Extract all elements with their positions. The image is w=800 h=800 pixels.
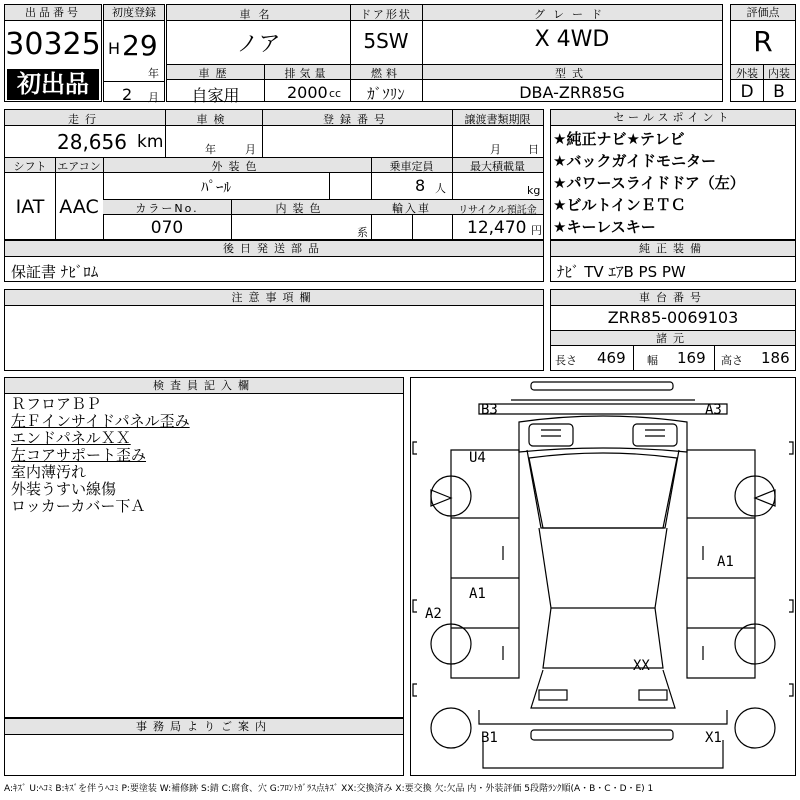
recycle-fee: 12,470	[467, 218, 527, 238]
chassis-box	[550, 289, 796, 371]
car-diagram	[410, 377, 796, 776]
mark-a1-left: A1	[469, 586, 486, 602]
recycle-unit: 円	[531, 224, 542, 237]
int-color-unit: 系	[357, 226, 368, 239]
width-label: 幅	[647, 354, 658, 367]
mark-u4: U4	[469, 450, 486, 466]
lot-number: 30325	[5, 27, 101, 62]
legend-text: A:ｷｽﾞ U:ﾍｺﾐ B:ｷｽﾞを伴うﾍｺﾐ P:要塗装 W:補修跡 S:錆 C:腐食、穴 G:ﾌﾛﾝﾄｶﾞﾗｽ点ｷｽﾞ XX:交換済み X:要交換 欠:欠品 内・外装評価 5段階ﾗﾝｸ順(A・B・C・D・E) 1	[4, 784, 654, 794]
load-label: 最大積載量	[470, 160, 525, 173]
model-label: 型式	[555, 67, 589, 80]
transfer-day-unit: 日	[528, 143, 539, 156]
grade: X 4WD	[534, 27, 610, 52]
import-label: 輸入車	[392, 202, 431, 215]
lot-box	[4, 4, 102, 102]
displacement-unit: cc	[329, 87, 342, 100]
inspector-line-3: エンドパネルＸＸ	[11, 429, 131, 447]
lot-label: 出品番号	[5, 5, 101, 21]
color-label: 外装色	[211, 160, 263, 173]
air-conditioner: AAC	[59, 196, 99, 218]
inspector-line-4: 左コアサポート歪み	[11, 446, 147, 464]
inspector-line-7: ロッカーカバー下Ａ	[11, 497, 146, 515]
car-name: ノア	[236, 32, 281, 57]
exterior-grade: D	[740, 82, 754, 102]
office-label: 事務局よりご案内	[5, 719, 403, 735]
mileage: 28,656	[57, 130, 127, 154]
door-type: 5SW	[363, 29, 409, 53]
first-listing-text: 初出品	[17, 70, 89, 98]
transfer-month-unit: 月	[490, 143, 501, 156]
exterior-color: ﾊﾟｰﾙ	[200, 178, 231, 196]
interior-grade: B	[773, 82, 785, 102]
int-color-label: 内装色	[275, 202, 327, 215]
fuel-label: 燃料	[371, 67, 401, 80]
vehicle-box	[166, 4, 723, 105]
door-label: ドア形状	[360, 8, 412, 21]
mark-b3: B3	[481, 402, 498, 418]
later-parts-box	[4, 240, 544, 282]
color-number: 070	[150, 218, 184, 238]
later-parts-label: 後日発送部品	[5, 241, 543, 257]
inspector-line-2: 左Ｆインサイドパネル歪み	[11, 412, 190, 430]
specs-label: 諸元	[551, 330, 795, 346]
sales-point-2: ★バックガイドモニター	[553, 152, 716, 170]
displacement: 2000	[287, 83, 328, 102]
capacity: 8	[415, 176, 426, 195]
transfer-label: 譲渡書類期限	[464, 113, 531, 126]
ac-label: エアコン	[57, 160, 101, 173]
chassis-label: 車台番号	[551, 290, 795, 306]
reg-year: 29	[122, 29, 158, 62]
inspector-line-1: ＲフロアＢＰ	[11, 395, 102, 413]
interior-label: 内装	[768, 67, 790, 80]
mark-a2: A2	[425, 606, 442, 622]
inspector-label: 検査員記入欄	[5, 378, 403, 394]
shift-label: シフト	[13, 160, 47, 173]
capacity-label: 乗車定員	[389, 160, 434, 173]
inspection-label: 車検	[196, 113, 231, 126]
chassis-number: ZRR85-0069103	[607, 308, 739, 327]
first-listing-badge	[7, 69, 99, 100]
reg-number-label: 登録番号	[323, 113, 391, 126]
later-parts-value: 保証書 ﾅﾋﾞﾛﾑ	[11, 263, 99, 281]
office-box	[4, 718, 404, 776]
insp-year-unit: 年	[205, 143, 216, 156]
score-label: 評価点	[731, 5, 795, 21]
mark-b1: B1	[481, 730, 498, 746]
length: 469	[597, 349, 626, 367]
mark-a1-right: A1	[717, 554, 734, 570]
car-name-label: 車名	[239, 8, 278, 21]
mark-a3: A3	[705, 402, 722, 418]
mark-xx: XX	[633, 658, 650, 674]
height-label: 高さ	[721, 354, 743, 367]
mark-x1: X1	[705, 730, 722, 746]
year-unit: 年	[148, 67, 159, 80]
sales-point-3: ★パワースライドドア（左）	[553, 174, 745, 192]
first-registration-box	[103, 4, 165, 102]
inspector-box	[4, 377, 404, 718]
details-box	[4, 109, 544, 240]
sales-points-label: セールスポイント	[551, 110, 795, 126]
score-box	[730, 4, 796, 102]
score-value: R	[753, 25, 773, 58]
length-label: 長さ	[555, 354, 577, 367]
history-label: 車歴	[198, 67, 233, 80]
recycle-label: リサイクル預託金	[458, 205, 537, 216]
sales-point-1: ★純正ナビ★テレビ	[553, 130, 685, 148]
equipment-box	[550, 240, 796, 282]
load-unit: kg	[527, 184, 541, 197]
inspector-line-6: 外装うすい線傷	[11, 480, 117, 498]
insp-month-unit: 月	[245, 143, 256, 156]
inspector-line-5: 室内薄汚れ	[11, 463, 87, 481]
history: 自家用	[191, 86, 240, 105]
first-reg-label: 初度登録	[104, 5, 164, 21]
notes-box	[4, 289, 544, 371]
grade-label: グレード	[534, 8, 610, 21]
width: 169	[677, 349, 706, 367]
reg-month: 2	[122, 85, 133, 104]
exterior-label: 外装	[736, 67, 758, 80]
month-unit: 月	[148, 91, 159, 104]
color-no-label: カラーNo.	[135, 202, 199, 215]
displacement-label: 排気量	[284, 67, 330, 80]
capacity-unit: 人	[435, 182, 446, 195]
mileage-unit: km	[137, 132, 164, 152]
height: 186	[761, 349, 790, 367]
model-code: DBA-ZRR85G	[519, 83, 625, 102]
equipment-value: ﾅﾋﾞ TV ｴｱB PS PW	[557, 263, 686, 281]
sales-point-4: ★ビルトインＥＴＣ	[553, 196, 686, 214]
fuel: ｶﾞｿﾘﾝ	[367, 85, 405, 103]
shift: IAT	[15, 196, 45, 218]
sales-points-box	[550, 109, 796, 240]
car-outline-drawing	[411, 378, 795, 775]
mileage-label: 走行	[68, 113, 102, 126]
equipment-label: 純正装備	[551, 241, 795, 257]
era: H	[108, 39, 121, 58]
sales-point-5: ★キーレスキー	[553, 218, 656, 236]
notes-label: 注意事項欄	[5, 290, 543, 306]
